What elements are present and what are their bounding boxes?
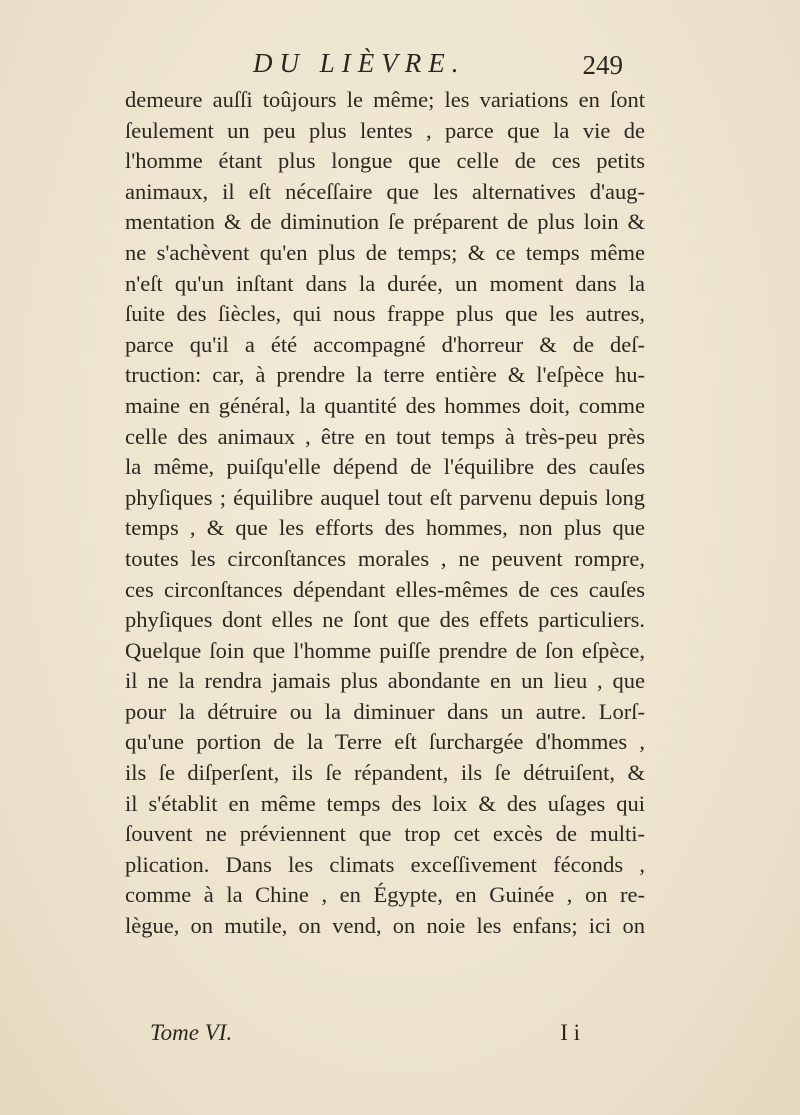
text-line: ſuite des ſiècles, qui nous frappe plus que les autres, [125, 301, 645, 327]
text-line: truction: car, à prendre la terre entière & l'eſpèce hu- [125, 362, 645, 388]
text-line: parce qu'il a été accompagné d'horreur & de deſ- [125, 331, 645, 357]
text-line: lègue, on mutile, on vend, on noie les enfans; ici on [125, 913, 645, 939]
page-number: 249 [582, 50, 623, 80]
text-line: toutes les circonſtances morales , ne peuvent rompre, [125, 545, 645, 571]
text-line: qu'une portion de la Terre eſt ſurchargée d'hommes , [125, 729, 645, 755]
text-line: ne s'achèvent qu'en plus de temps; & ce temps même [125, 239, 645, 265]
page-footer [150, 1020, 580, 1050]
text-line: ſeulement un peu plus lentes , parce que la vie de [125, 117, 645, 143]
running-title: DU LIÈVRE. [253, 48, 466, 78]
text-line: mentation & de diminution ſe préparent de plus loin & [125, 209, 645, 235]
text-line: phyſiques ; équilibre auquel tout eſt parvenu depuis long [125, 484, 645, 510]
text-line: phyſiques dont elles ne ſont que des effets particuliers. [125, 607, 645, 633]
text-line: l'homme étant plus longue que celle de ces petits [125, 148, 645, 174]
text-line: la même, puiſqu'elle dépend de l'équilibre des cauſes [125, 454, 645, 480]
text-line: il ne la rendra jamais plus abondante en un lieu , que [125, 668, 645, 694]
sheet-signature: I i [560, 1020, 580, 1045]
text-line: comme à la Chine , en Égypte, en Guinée , on re- [125, 882, 645, 908]
page-header [253, 48, 623, 88]
body-text [125, 85, 645, 942]
text-line: maine en général, la quantité des hommes doit, comme [125, 392, 645, 418]
text-line: animaux, il eſt néceſſaire que les alternatives d'aug- [125, 178, 645, 204]
text-line: il s'établit en même temps des loix & des uſages qui [125, 790, 645, 816]
text-line: ces circonſtances dépendant elles-mêmes de ces cauſes [125, 576, 645, 602]
text-line: temps , & que les efforts des hommes, non plus que [125, 515, 645, 541]
text-line: ſouvent ne préviennent que trop cet excès de multi- [125, 821, 645, 847]
volume-signature: Tome VI. [150, 1020, 233, 1045]
text-line: plication. Dans les climats exceſſivement féconds , [125, 851, 645, 877]
text-line: pour la détruire ou la diminuer dans un autre. Lorſ- [125, 698, 645, 724]
text-line: ils ſe diſperſent, ils ſe répandent, ils ſe détruiſent, & [125, 760, 645, 786]
text-line: Quelque ſoin que l'homme puiſſe prendre de ſon eſpèce, [125, 637, 645, 663]
text-line: demeure auſſi toûjours le même; les variations en ſont [125, 87, 645, 112]
text-line: n'eſt qu'un inſtant dans la durée, un moment dans la [125, 270, 645, 296]
text-line: celle des animaux , être en tout temps à très-peu près [125, 423, 645, 449]
